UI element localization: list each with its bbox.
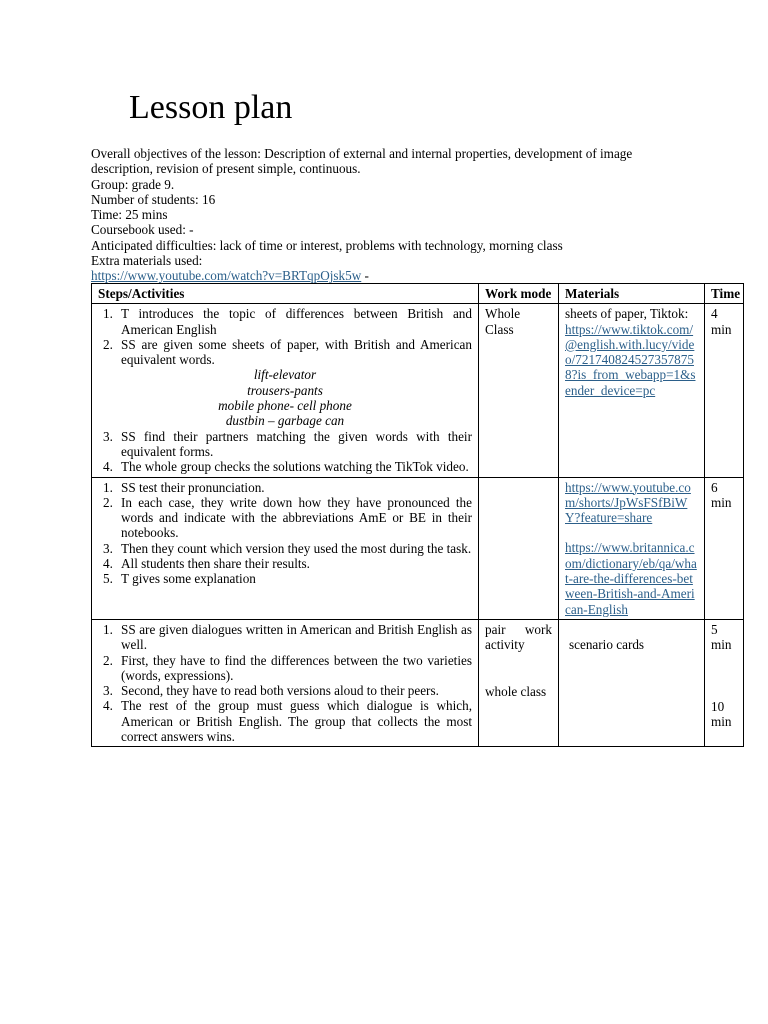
time-cell <box>705 619 744 746</box>
step-item: 1. SS test their pronunciation. <box>103 479 265 495</box>
work-mode-cell: Whole Class <box>479 304 559 477</box>
word-pair: trousers-pants <box>247 382 323 398</box>
work-mode-whole: whole class <box>485 683 547 699</box>
step-item: 2. In each case, they write down how they have pronounced the words and indicate with the abbreviations AmE or BE in their notebooks. <box>103 494 472 541</box>
extra-materials-label: Extra materials used: <box>91 253 203 269</box>
steps-cell <box>92 619 479 746</box>
step-item: 3. Second, they have to read both versions aloud to their peers. <box>103 683 439 699</box>
header-materials: Materials <box>559 284 705 304</box>
step-item: 2. SS are given some sheets of paper, with British and American equivalent words. <box>103 336 472 368</box>
table-header-row <box>92 284 744 304</box>
step-item: 1. SS are given dialogues written in American and British English as well. <box>103 621 472 653</box>
header-work-mode: Work mode <box>479 284 559 304</box>
step-item: 5. T gives some explanation <box>103 571 256 587</box>
page-title: Lesson plan <box>129 89 293 126</box>
time-value: 5 min <box>711 621 732 653</box>
time-cell: 4 min <box>705 304 744 477</box>
objectives-text: Overall objectives of the lesson: Description of external and internal properties, development of image description, revision of present simple, continuous. <box>91 146 633 177</box>
materials-cell <box>559 619 705 746</box>
lesson-plan-table <box>91 283 744 747</box>
header-steps: Steps/Activities <box>92 284 479 304</box>
step-item: 4. The rest of the group must guess which dialogue is which, American or British English. The group that collects the most correct answers wins. <box>103 698 472 745</box>
word-pair: mobile phone- cell phone <box>218 398 352 414</box>
youtube-link[interactable]: https://www.youtube.com/watch?v=BRTqpOjsk5w <box>91 268 362 284</box>
work-mode-cell <box>479 619 559 746</box>
header-time: Time <box>705 284 744 304</box>
word-pairs-list <box>98 367 472 428</box>
britannica-link[interactable]: https://www.britannica.com/dictionary/eb/qa/what-are-the-differences-between-British-and-American-English <box>565 540 697 617</box>
students-text: Number of students: 16 <box>91 191 216 207</box>
time-cell: 6 min <box>705 477 744 619</box>
youtube-shorts-link[interactable]: https://www.youtube.com/shorts/JpWsFSfBiWY?feature=share <box>565 479 691 526</box>
step-item: 4. The whole group checks the solutions watching the TikTok video. <box>103 459 469 475</box>
time-value: 10 min <box>711 698 732 729</box>
materials-cell <box>559 477 705 619</box>
extra-materials-line <box>91 268 691 283</box>
table-row <box>92 304 744 477</box>
tiktok-link[interactable]: https://www.tiktok.com/@english.with.lucy/video/7217408245273578758?is_from_webapp=1&sender_device=pc <box>565 321 696 398</box>
materials-cell <box>559 304 705 477</box>
group-text: Group: grade 9. <box>91 176 175 192</box>
step-item: 3. Then they count which version they used the most during the task. <box>103 540 472 556</box>
materials-text: sheets of paper, Tiktok: <box>565 306 689 322</box>
table-row <box>92 619 744 746</box>
lesson-overview <box>91 146 691 284</box>
word-pair: lift-elevator <box>253 367 317 383</box>
materials-text: scenario cards <box>569 636 645 652</box>
work-mode-pair: pair work activity <box>485 621 552 653</box>
extra-suffix: - <box>361 268 369 284</box>
steps-cell <box>92 477 479 619</box>
step-item: 4. All students then share their results. <box>103 556 310 572</box>
step-item: 2. First, they have to find the differences between the two varieties (words, expressions). <box>103 652 472 683</box>
coursebook-text: Coursebook used: - <box>91 222 194 238</box>
steps-cell <box>92 304 479 477</box>
time-text: Time: 25 mins <box>91 207 168 223</box>
difficulties-text: Anticipated difficulties: lack of time or interest, problems with technology, morning class <box>91 237 563 253</box>
step-item: 1. T introduces the topic of differences between British and American English <box>103 306 472 337</box>
table-row <box>92 477 744 619</box>
word-pair: dustbin – garbage can <box>225 413 345 429</box>
step-item: 3. SS find their partners matching the given words with their equivalent forms. <box>103 428 472 459</box>
work-mode-cell <box>479 477 559 619</box>
